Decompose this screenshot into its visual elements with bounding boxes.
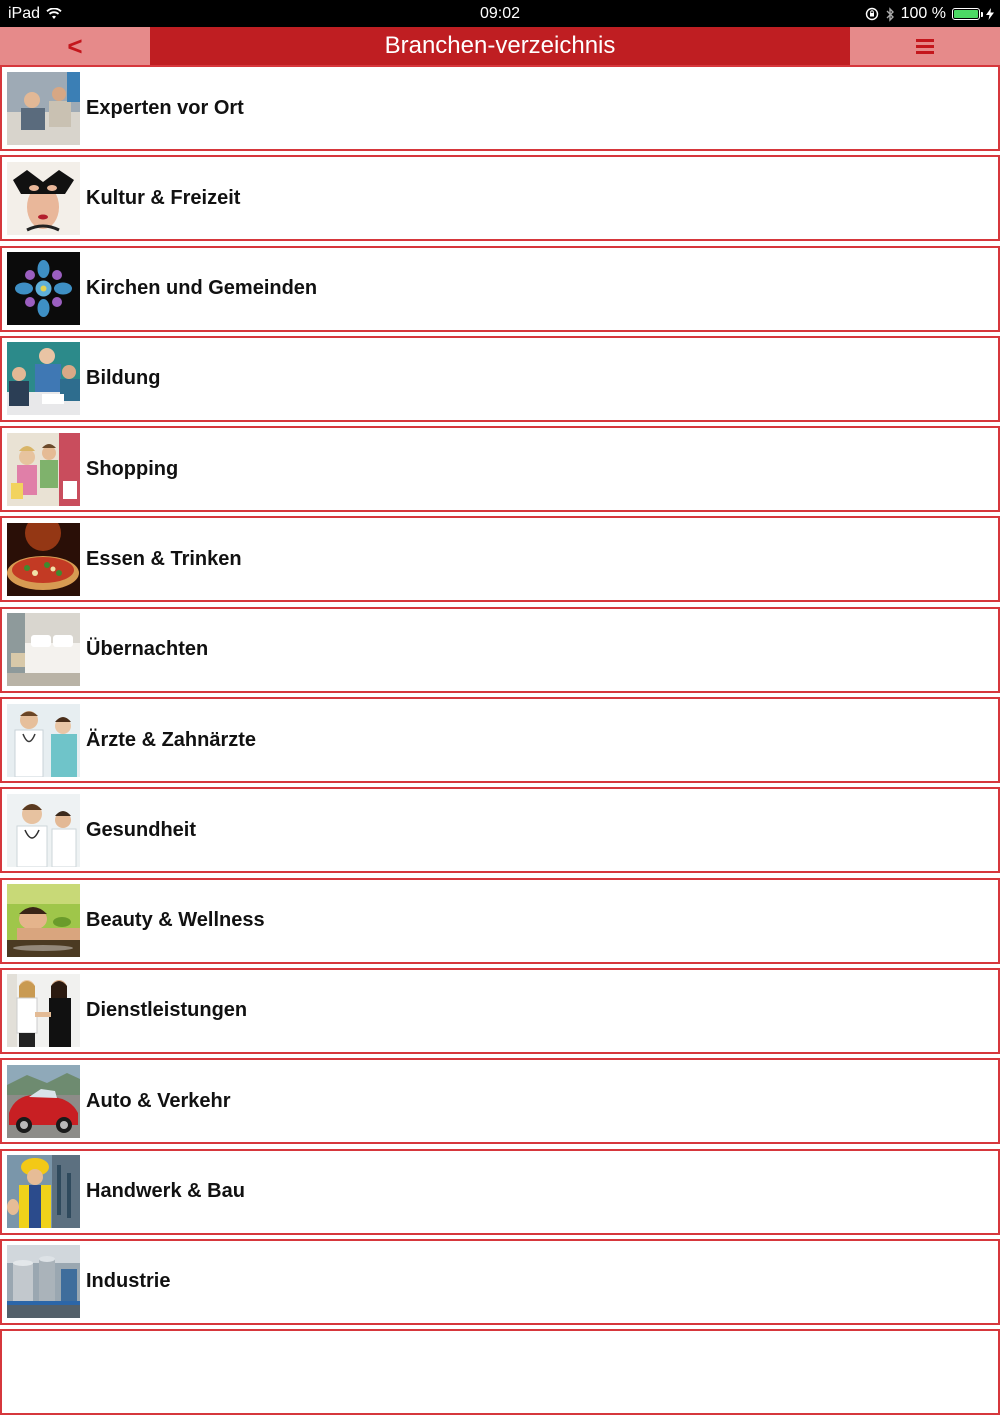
item-label: Industrie bbox=[86, 1270, 171, 1293]
list-item[interactable] bbox=[0, 878, 1000, 964]
handshake-photo-icon bbox=[7, 974, 80, 1047]
battery-percent: 100 % bbox=[900, 5, 946, 22]
list-item[interactable] bbox=[0, 65, 1000, 151]
list-item[interactable] bbox=[0, 1239, 1000, 1325]
list-item[interactable] bbox=[0, 968, 1000, 1054]
construction-worker-photo-icon bbox=[7, 1155, 80, 1228]
battery-icon bbox=[952, 8, 980, 20]
item-label: Beauty & Wellness bbox=[86, 909, 265, 932]
doctor-patient-photo-icon bbox=[7, 704, 80, 777]
item-label: Kultur & Freizeit bbox=[86, 186, 241, 209]
business-meeting-photo-icon bbox=[7, 72, 80, 145]
list-item[interactable] bbox=[0, 1058, 1000, 1144]
item-label: Ärzte & Zahnärzte bbox=[86, 728, 257, 751]
category-list bbox=[0, 65, 1000, 1419]
menu-button[interactable] bbox=[850, 27, 1000, 65]
page-title: Branchen-verzeichnis bbox=[150, 27, 850, 65]
item-label: Dienstleistungen bbox=[86, 999, 248, 1022]
item-label: Essen & Trinken bbox=[86, 547, 242, 570]
orientation-lock-icon bbox=[865, 7, 879, 21]
navigation-bar bbox=[0, 27, 1000, 65]
item-label: Kirchen und Gemeinden bbox=[86, 277, 318, 300]
item-label: Handwerk & Bau bbox=[86, 1180, 245, 1203]
shopping-women-photo-icon bbox=[7, 433, 80, 506]
list-item[interactable] bbox=[0, 1149, 1000, 1235]
spa-relax-photo-icon bbox=[7, 884, 80, 957]
list-item-partial[interactable] bbox=[0, 1329, 1000, 1415]
hotel-bed-photo-icon bbox=[7, 613, 80, 686]
item-label: Experten vor Ort bbox=[86, 96, 244, 119]
medical-staff-photo-icon bbox=[7, 794, 80, 867]
item-label: Bildung bbox=[86, 367, 161, 390]
list-item[interactable] bbox=[0, 336, 1000, 422]
list-item[interactable] bbox=[0, 697, 1000, 783]
back-button[interactable]: < bbox=[0, 27, 150, 65]
item-label: Auto & Verkehr bbox=[86, 1089, 231, 1112]
list-item[interactable] bbox=[0, 155, 1000, 241]
item-label: Übernachten bbox=[86, 638, 209, 661]
status-bar bbox=[0, 0, 1000, 27]
device-name: iPad bbox=[8, 5, 41, 22]
list-item[interactable] bbox=[0, 787, 1000, 873]
item-label: Gesundheit bbox=[86, 818, 197, 841]
list-item[interactable] bbox=[0, 426, 1000, 512]
charging-bolt-icon bbox=[986, 8, 994, 20]
red-classic-car-photo-icon bbox=[7, 1065, 80, 1138]
industrial-plant-photo-icon bbox=[7, 1245, 80, 1318]
list-item[interactable] bbox=[0, 607, 1000, 693]
bluetooth-icon bbox=[885, 7, 895, 22]
list-item[interactable] bbox=[0, 516, 1000, 602]
hamburger-icon bbox=[916, 39, 934, 54]
list-item[interactable] bbox=[0, 246, 1000, 332]
item-label: Shopping bbox=[86, 457, 179, 480]
classroom-photo-icon bbox=[7, 342, 80, 415]
clock: 09:02 bbox=[479, 5, 521, 22]
pizza-photo-icon bbox=[7, 523, 80, 596]
stained-glass-rosette-photo-icon bbox=[7, 252, 80, 325]
carnival-mask-photo-icon bbox=[7, 162, 80, 235]
